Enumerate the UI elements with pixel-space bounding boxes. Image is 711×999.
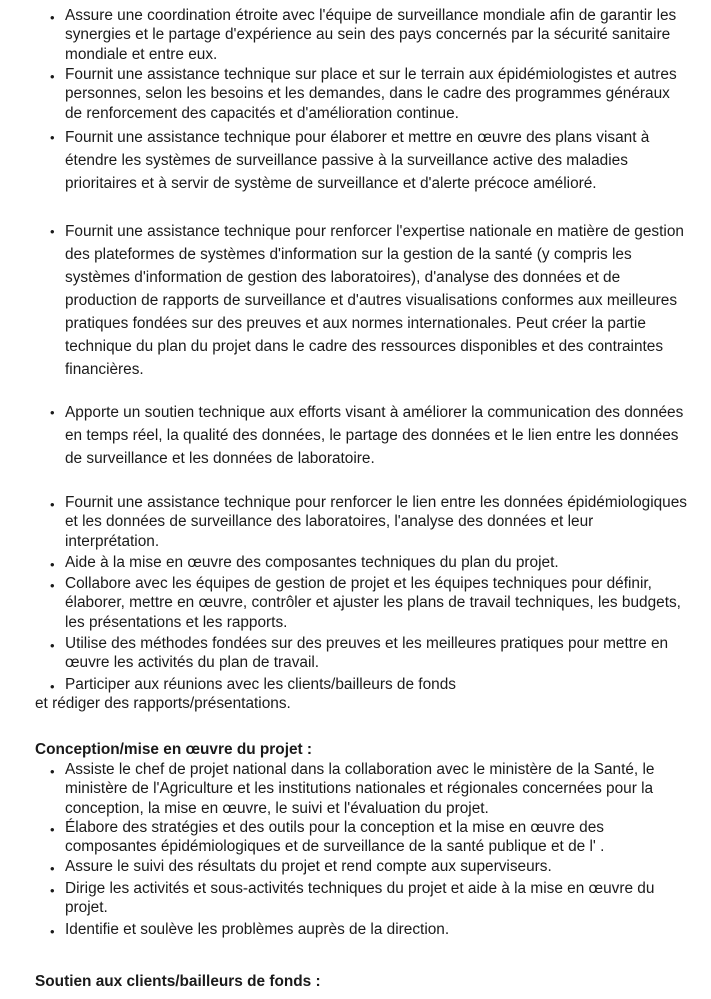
list-item-continuation: et rédiger des rapports/présentations. <box>35 695 291 712</box>
list-item: • Assure une coordination étroite avec l'équipe de surveillance mondiale afin de garantir les synergies et le partage d'expérience au sein des pays concernés par la sécurité sanitaire mondiale et entre eux. <box>50 7 677 63</box>
list-item: • Fournit une assistance technique pour élaborer et mettre en œuvre des plans visant à étendre les systèmes de surveillance passive à la surveillance active des maladies prioritaires et à servir de système de surveillance et d'alerte précoce amélioré. <box>55 126 690 195</box>
list-item: • Participer aux réunions avec les clients/bailleurs de fonds <box>55 675 690 694</box>
list-item: • Collabore avec les équipes de gestion de projet et les équipes techniques pour définir, élaborer, mettre en œuvre, contrôler et ajuster les plans de travail techniques, les budgets, les présentations et les rapports. <box>50 575 681 631</box>
bullet-icon: • <box>50 764 55 779</box>
list-item: • Fournit une assistance technique pour renforcer l'expertise nationale en matière de gestion des plateformes de systèmes d'information sur la gestion de la santé (y compris les systèmes d'information de gestion des laboratoires), d'analyse des données et de production de rapports de surveillance et d'autres visualisations conformes aux meilleures pratiques fondées sur des preuves et aux normes internationales. Peut créer la partie technique du plan du projet dans le cadre des ressources disponibles et des contraintes financières. <box>55 220 690 381</box>
bullet-icon: • <box>50 883 55 898</box>
list-item: • Apporte un soutien technique aux efforts visant à améliorer la communication des données en temps réel, la qualité des données, le partage des données et le lien entre les données de surveillance et les données de laboratoire. <box>55 401 690 470</box>
bullet-icon: • <box>50 10 55 25</box>
bullet-icon: • <box>50 638 55 653</box>
list-item: • Fournit une assistance technique pour renforcer le lien entre les données épidémiologiques et les données de surveillance des laboratoires, l'analyse des données et leur interprétation. <box>50 494 687 550</box>
list-item: • Fournit une assistance technique sur place et sur le terrain aux épidémiologistes et autres personnes, selon les besoins et les demandes, dans le cadre des programmes généraux de renforcement des capacités et d'amélioration continue. <box>50 66 677 122</box>
list-item: • Dirige les activités et sous-activités techniques du projet et aide à la mise en œuvre du projet. <box>50 880 655 917</box>
bullet-icon: • <box>50 822 55 837</box>
list-item: • Assure le suivi des résultats du projet et rend compte aux superviseurs. <box>55 857 690 876</box>
section-heading: Soutien aux clients/bailleurs de fonds : <box>35 973 321 990</box>
list-item: • Élabore des stratégies et des outils pour la conception et la mise en œuvre des composantes épidémiologiques et de surveillance de la santé publique et de l' . <box>50 819 605 856</box>
bullet-icon: • <box>50 924 55 939</box>
bullet-icon: • <box>50 861 55 876</box>
bullet-icon: • <box>50 224 55 239</box>
bullet-icon: • <box>50 497 55 512</box>
list-item: • Assiste le chef de projet national dans la collaboration avec le ministère de la Santé, le ministère de l'Agriculture et les institutions nationales et régionales concernées pour la conception, la mise en œuvre, le suivi et l'évaluation du projet. <box>50 761 655 817</box>
bullet-icon: • <box>50 679 55 694</box>
bullet-icon: • <box>50 557 55 572</box>
bullet-icon: • <box>50 69 55 84</box>
bullet-icon: • <box>50 405 55 420</box>
list-item: • Identifie et soulève les problèmes auprès de la direction. <box>55 920 690 939</box>
section-heading: Conception/mise en œuvre du projet : <box>35 741 313 758</box>
bullet-icon: • <box>50 578 55 593</box>
list-item: • Aide à la mise en œuvre des composantes techniques du plan du projet. <box>55 553 690 572</box>
list-item: • Utilise des méthodes fondées sur des preuves et les meilleures pratiques pour mettre en œuvre les activités du plan de travail. <box>50 635 669 672</box>
bullet-icon: • <box>50 130 55 145</box>
